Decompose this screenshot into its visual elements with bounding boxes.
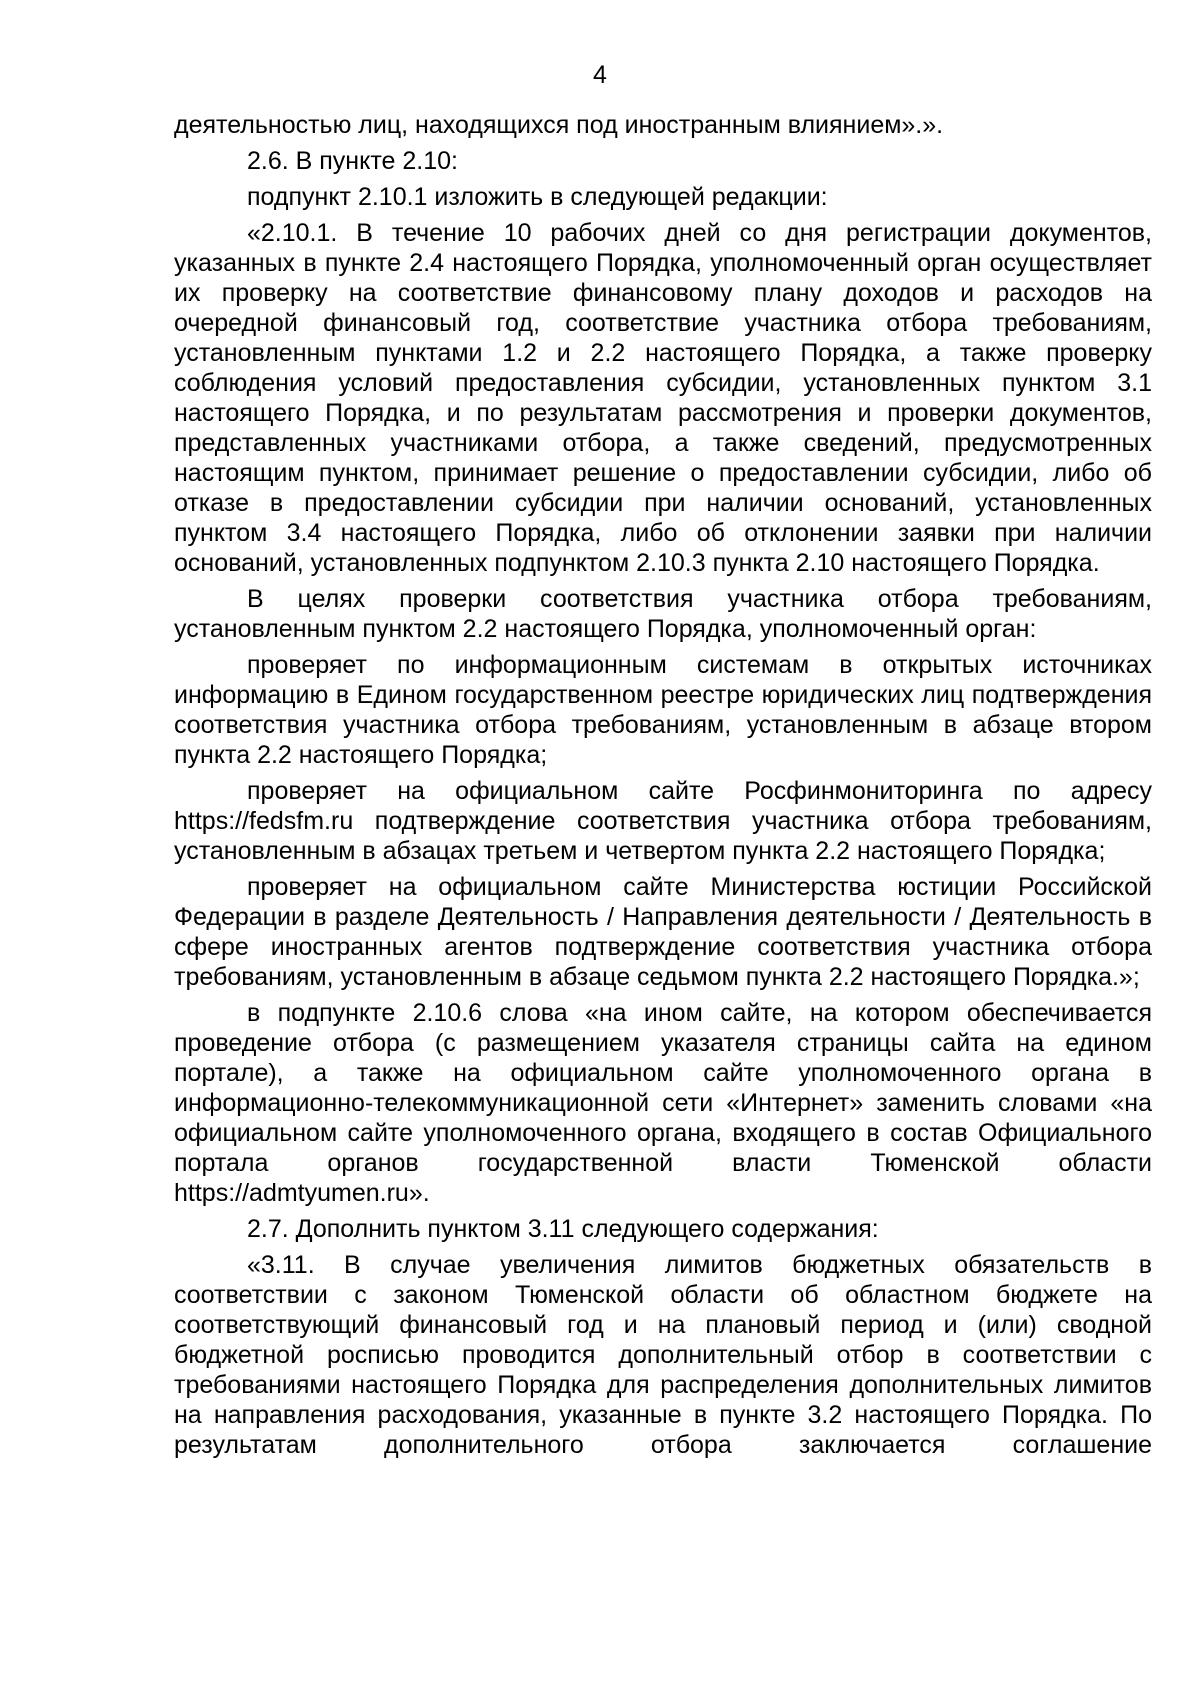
page-number: 4 [593,61,607,89]
paragraph-item-3-11: «3.11. В случае увеличения лимитов бюджетных обязательств в соответствии с законом Тюменской области об областном бюджете на соответствующий финансовый год и на плановый период и (или) сводной бюджетной росписью проводится дополнительный отбор в соответствии с требованиями настоящего Порядка для распределения дополнительных лимитов на направления расходования, указанные в пункте 3.2 настоящего Порядка. По результатам дополнительного отбора заключается соглашение [174,1251,1152,1459]
paragraph-check-rosfinmonitoring: проверяет на официальном сайте Росфинмониторинга по адресу https://fedsfm.ru подтверждение соответствия участника отбора требованиям, установленным в абзацах третьем и четвертом пункта 2.2 настоящего Порядка; [174,777,1152,865]
paragraph-check-minjust: проверяет на официальном сайте Министерства юстиции Российской Федерации в разделе Деятельность / Направления деятельности / Деятельность в сфере иностранных агентов подтверждение соответствия участника отбора требованиям, установленным в абзаце седьмом пункта 2.2 настоящего Порядка.»; [174,873,1152,991]
paragraph-continuation: деятельностью лиц, находящихся под иностранным влиянием».». [174,111,944,139]
paragraph-subitem-2-10-6: в подпункте 2.10.6 слова «на ином сайте, на котором обеспечивается проведение отбора (с размещением указателя страницы сайта на едином портале), а также на официальном сайте уполномоченного органа в информационно-телекоммуникационной сети «Интернет» заменить словами «на официальном сайте уполномоченного органа, входящего в состав Официального портала органов государственной власти Тюменской области https://admtyumen.ru». [174,999,1152,1207]
paragraph-item-2-7: 2.7. Дополнить пунктом 3.11 следующего содержания: [247,1215,879,1243]
paragraph-check-egrul: проверяет по информационным системам в открытых источниках информацию в Едином государственном реестре юридических лиц подтверждения соответствия участника отбора требованиям, установленным в абзаце втором пункта 2.2 настоящего Порядка; [174,651,1152,769]
document-body [174,110,1152,1466]
paragraph-subitem-2-10-1-text: «2.10.1. В течение 10 рабочих дней со дня регистрации документов, указанных в пункте 2.4 настоящего Порядка, уполномоченный орган осуществляет их проверку на соответствие финансовому плану доходов и расходов на очередной финансовый год, соответствие участника отбора требованиям, установленным пунктами 1.2 и 2.2 настоящего Порядка, а также проверку соблюдения условий предоставления субсидии, установленных пунктом 3.1 настоящего Порядка, и по результатам рассмотрения и проверки документов, представленных участниками отбора, а также сведений, предусмотренных настоящим пунктом, принимает решение о предоставлении субсидии, либо об отказе в предоставлении субсидии при наличии оснований, установленных пунктом 3.4 настоящего Порядка, либо об отклонении заявки при наличии оснований, установленных подпунктом 2.10.3 пункта 2.10 настоящего Порядка. [174,219,1152,577]
paragraph-verification-purpose: В целях проверки соответствия участника отбора требованиям, установленным пунктом 2.2 настоящего Порядка, уполномоченный орган: [174,585,1152,643]
paragraph-item-2-6: 2.6. В пункте 2.10: [247,147,458,175]
paragraph-subitem-2-10-1-intro: подпункт 2.10.1 изложить в следующей редакции: [247,183,828,211]
